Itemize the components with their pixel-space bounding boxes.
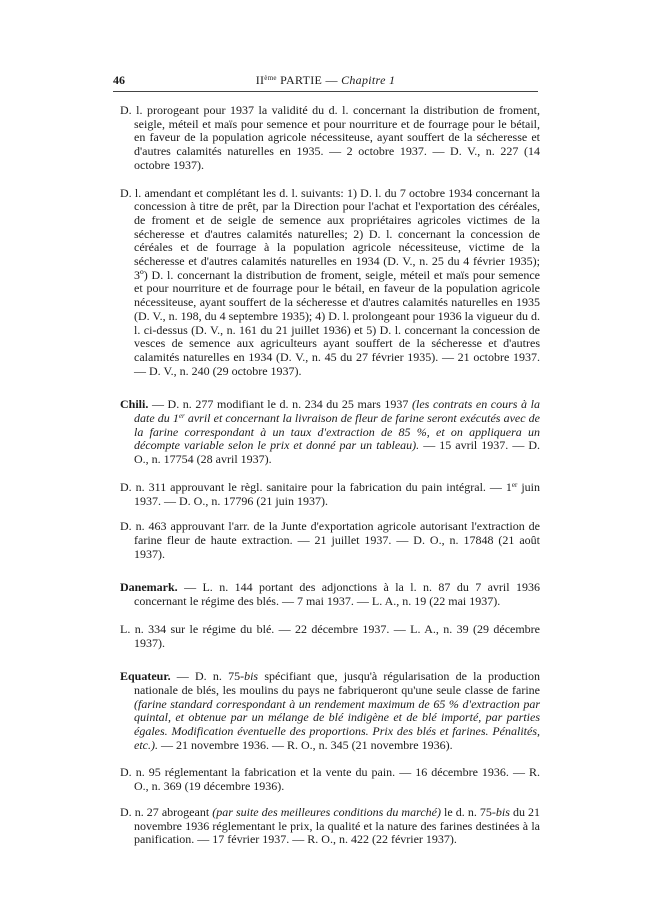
part-word: PARTIE	[280, 73, 323, 87]
chili-italic-note-cont: avril et concernant la livraison de fleur de farine seront exécutés avec de la farine correspondant à un taux d'extraction de 85 %, et on appliquera un décompte variable selon le prix et donné par un tableau).	[134, 411, 540, 453]
equateur-text: — D. n. 75-	[170, 669, 245, 684]
chili-sub-entry-2: D. n. 463 approuvant l'arr. de la Junte d'exportation agricole autorisant l'extraction de farine fleur de haute extraction. — 21 juillet 1937. — D. O., n. 17848 (21 août 1937).	[120, 519, 540, 561]
country-name-chili: Chili.	[120, 397, 149, 412]
document-body	[120, 104, 540, 859]
part-numeral: II	[255, 73, 265, 87]
chili-sub1-reference: juin 1937. — D. O., n. 17796 (21 juin 1937).	[134, 479, 540, 508]
part-superscript: ème	[264, 74, 277, 82]
country-entry-equateur	[120, 670, 540, 752]
country-entry-chili	[120, 398, 540, 467]
equateur-italic-note: (farine standard correspondant à un rendement maximum de 65 % d'extraction par quintal, et obtenue par un mélange de blé indigène et de blé importé, par parties égales. Modification éventuelle des proportions. Prix des blés et farines. Pénalités, etc.).	[134, 696, 540, 752]
running-title	[113, 72, 538, 88]
equateur-text-cont: spécifiant que, jusqu'à régularisation de la production nationale de blés, les moulins du pays ne fabriqueront qu'une seule classe de farine	[134, 669, 540, 697]
country-entry-danemark	[120, 581, 540, 608]
chili-reference: — 15 avril 1937. — D. O., n. 17754 (28 avril 1937).	[134, 438, 541, 467]
country-name-equateur: Equateur.	[120, 669, 171, 684]
running-header	[113, 72, 538, 88]
chili-sub1-superscript: er	[511, 480, 518, 489]
page-number: 46	[113, 73, 125, 87]
danemark-text: — L. n. 144 portant des adjonctions à la l. n. 87 du 7 avril 1936 concernant le régime des blés. — 7 mai 1937. — L. A., n. 19 (22 mai 1937).	[134, 580, 540, 609]
header-rule	[113, 91, 538, 92]
chili-italic-note: (les contrats en cours à la date du 1	[134, 397, 540, 426]
chili-sub-entry-1	[120, 481, 540, 508]
equateur-sub2-bis: bis	[495, 804, 510, 819]
equateur-bis: bis	[244, 669, 259, 684]
decree-entry-2: D. l. amendant et complétant les d. l. suivants: 1) D. l. du 7 octobre 1934 concernant la concession à titre de prêt, par la Direction pour l'achat et l'exportation des céréales, de froment et de seigle de semence aux propriétaires agricoles victimes de la sécheresse et d'autres calamités naturelles; 2) D. l. concernant la concession de céréales et de fourrage à la population agricole nécessiteuse, victime de la sécheresse et d'autres calamités naturelles en 1934 (D. V., n. 25 du 4 février 1935); 3º) D. l. concernant la distribution de froment, seigle, méteil et maïs pour semence et pour nourriture et de fourrage pour le bétail, en faveur de la population agricole nécessiteuse, ayant souffert de la sécheresse et d'autres calamités naturelles en 1935 (D. V., n. 198, du 4 septembre 1935); 4) D. l. prolongeant pour 1936 la vigueur du d. l. ci-dessus (D. V., n. 161 du 21 juillet 1936) et 5) D. l. concernant la concession de vesces de semence aux agriculteurs ayant souffert de la sécheresse et d'autres calamités naturelles en 1934 (D. V., n. 45 du 27 février 1935). — 21 octobre 1937. — D. V., n. 240 (29 octobre 1937).	[120, 185, 540, 378]
decree-entry-1: D. l. prorogeant pour 1937 la validité du d. l. concernant la distribution de froment, seigle, méteil et maïs pour semence et pour nourriture et de fourrage pour le bétail, en faveur de la population agricole nécessiteuse, ayant souffert de la sécheresse et d'autres calamités naturelles en 1935. — 2 octobre 1937. — D. V., n. 227 (14 octobre 1937).	[120, 103, 540, 172]
equateur-sub2-text: D. n. 27 abrogeant	[120, 804, 213, 819]
equateur-sub2-italic: (par suite des meilleures conditions du marché)	[212, 804, 441, 819]
equateur-reference: — 21 novembre 1936. — R. O., n. 345 (21 novembre 1936).	[157, 737, 453, 752]
country-name-danemark: Danemark.	[120, 580, 178, 595]
chapter-title: Chapitre 1	[341, 73, 396, 87]
equateur-sub2-text-cont: le d. n. 75-	[440, 804, 496, 819]
danemark-sub-entry-1: L. n. 334 sur le régime du blé. — 22 décembre 1937. — L. A., n. 39 (29 décembre 1937).	[120, 621, 540, 650]
equateur-sub-entry-1: D. n. 95 réglementant la fabrication et la vente du pain. — 16 décembre 1936. — R. O., n. 369 (19 décembre 1936).	[120, 765, 540, 794]
equateur-sub-entry-2	[120, 806, 540, 847]
equateur-sub2-reference: du 21 novembre 1936 réglementant le prix, la qualité et la nature des farines destinées à la panification. — 17 février 1937. — R. O., n. 422 (22 février 1937).	[134, 804, 541, 847]
header-dash: —	[325, 73, 338, 87]
chili-text: — D. n. 277 modifiant le d. n. 234 du 25 mars 1937	[148, 397, 413, 412]
chili-sub1-text: D. n. 311 approuvant le règl. sanitaire pour la fabrication du pain intégral. — 1	[120, 479, 512, 494]
chili-superscript: er	[178, 412, 185, 421]
